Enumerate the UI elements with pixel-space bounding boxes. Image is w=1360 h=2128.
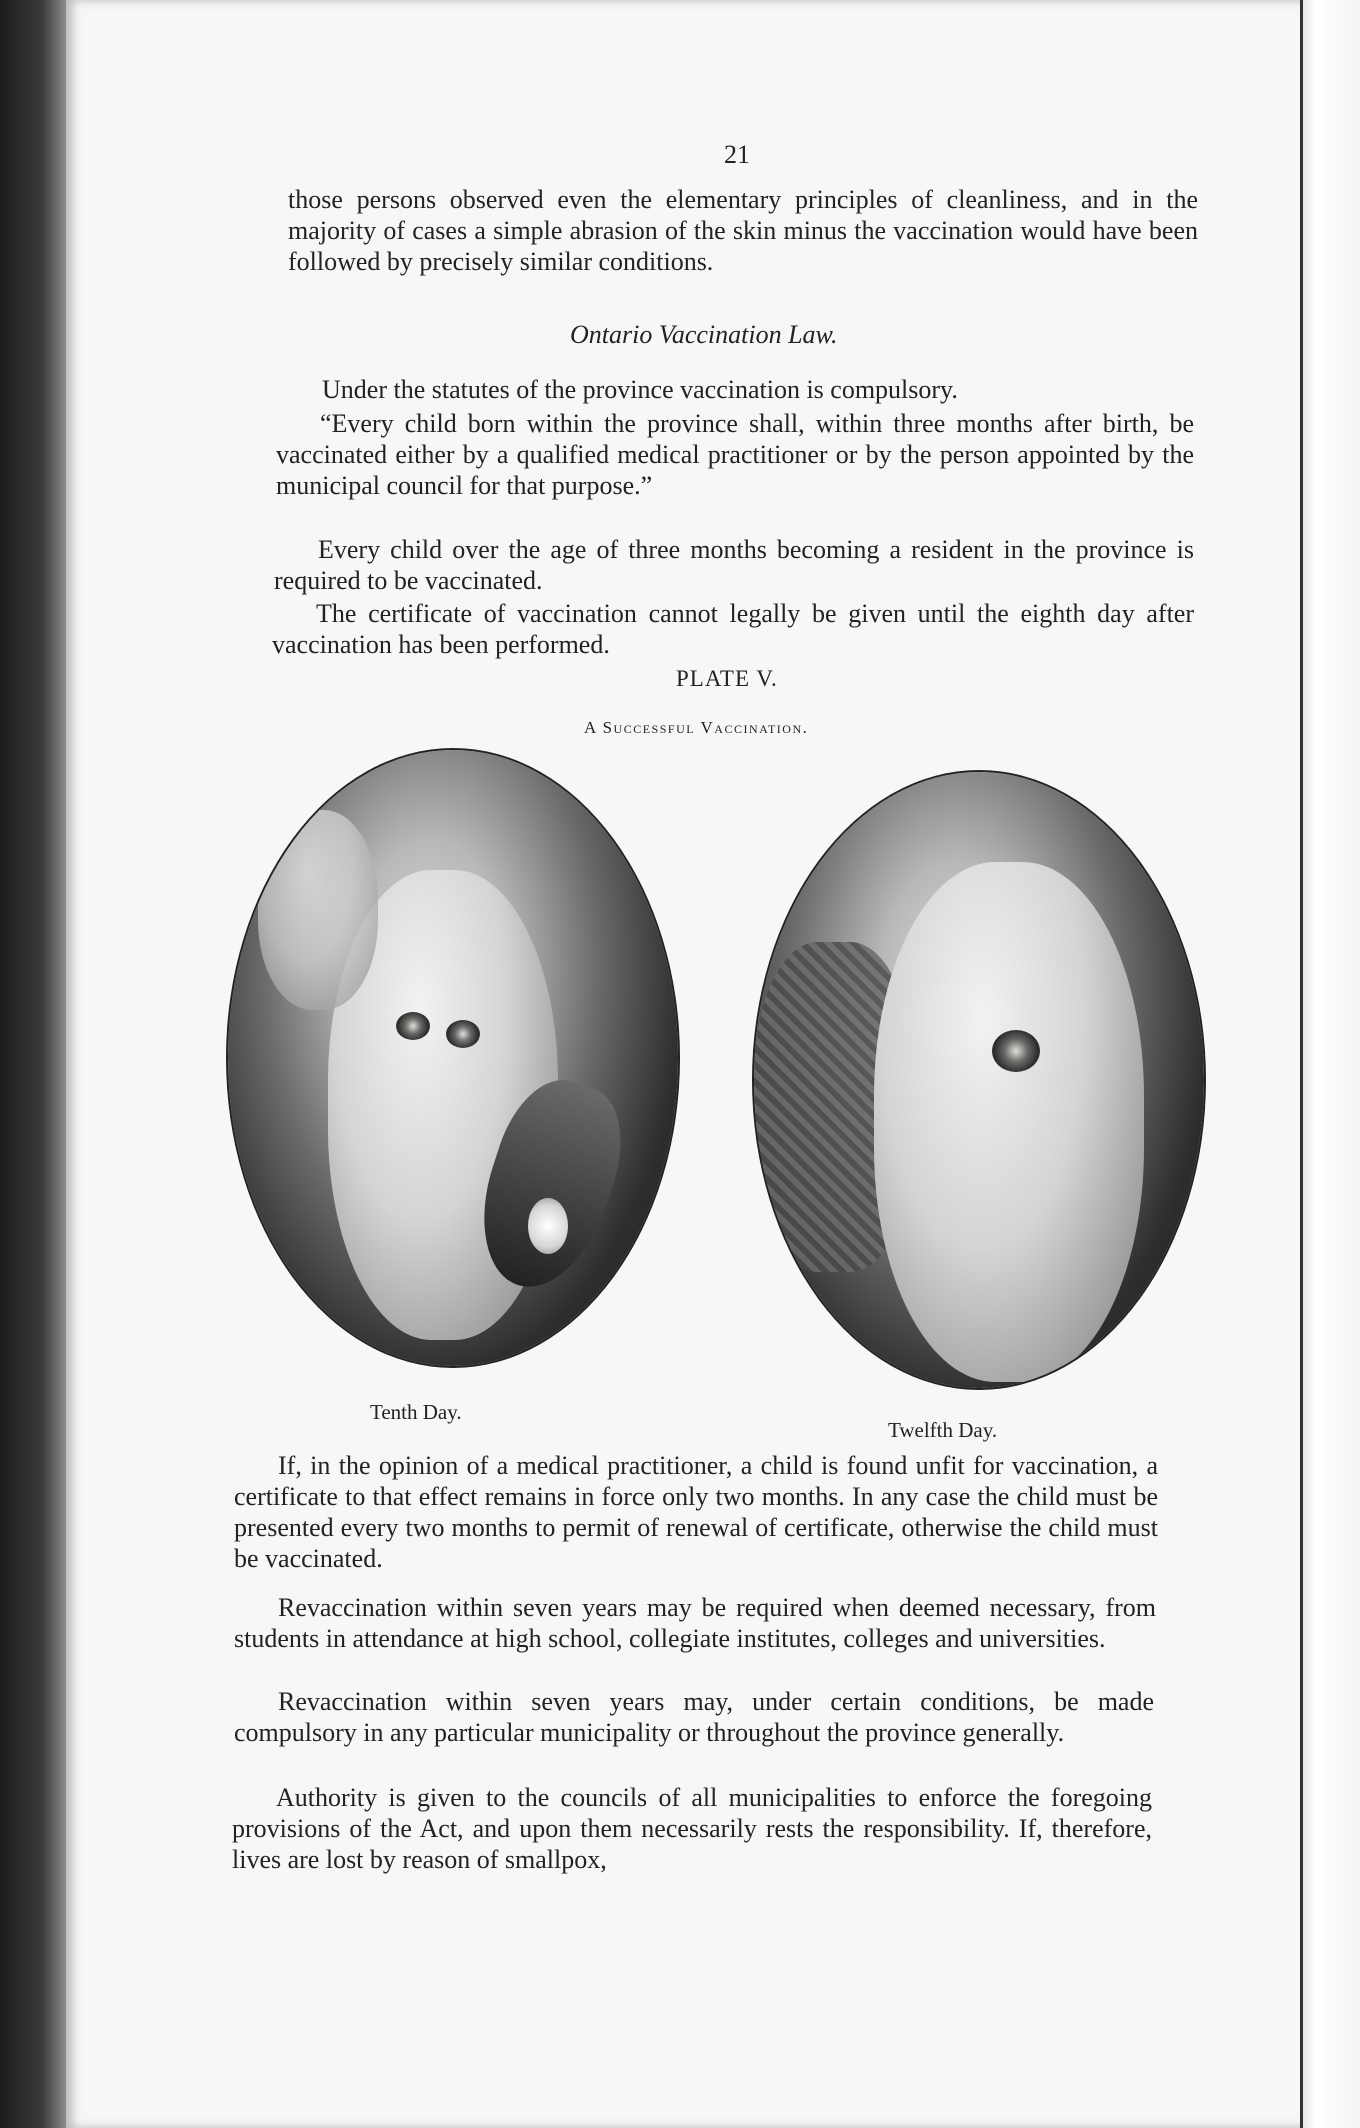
caption-tenth-day: Tenth Day. [370, 1400, 462, 1424]
section-heading: Ontario Vaccination Law. [570, 320, 838, 349]
vaccination-photo-tenth-day [228, 750, 678, 1366]
plate-subtitle: A Successful Vaccination. [584, 718, 809, 737]
bottom-paragraph-4: Authority is given to the councils of all municipalities to enforce the foregoing provisions of the Act, and upon them necessarily rests the responsibility. If, therefore, lives are lost by reason of smallpox, [232, 1783, 1152, 1874]
top-paragraph: those persons observed even the elementary principles of cleanliness, and in the majority of cases a simple abrasion of the skin minus the vaccination would have been followed by precisely similar conditions. [288, 185, 1198, 276]
law-paragraph-4: The certificate of vaccination cannot legally be given until the eighth day after vaccination has been performed. [272, 599, 1194, 659]
plate-title: PLATE V. [676, 666, 778, 691]
vaccination-photo-twelfth-day [754, 772, 1204, 1388]
law-paragraph-3: Every child over the age of three months becoming a resident in the province is required to be vaccinated. [274, 535, 1194, 595]
bottom-paragraph-3: Revaccination within seven years may, under certain conditions, be made compulsory in any particular municipality or throughout the province generally. [234, 1687, 1154, 1747]
law-paragraph-1: Under the statutes of the province vaccination is compulsory. [322, 375, 958, 404]
page-number: 21 [724, 140, 750, 169]
caption-twelfth-day: Twelfth Day. [888, 1418, 998, 1442]
bottom-paragraph-1: If, in the opinion of a medical practitioner, a child is found unfit for vaccination, a certificate to that effect remains in force only two months. In any case the child must be presented every two months to permit of renewal of certificate, otherwise the child must be vaccinated. [234, 1451, 1158, 1573]
adjacent-page-edge [1300, 0, 1360, 2128]
law-paragraph-2: “Every child born within the province shall, within three months after birth, be vaccinated either by a qualified medical practitioner or by the person appointed by the municipal council for that purpose.” [276, 409, 1194, 500]
bottom-paragraph-2: Revaccination within seven years may be required when deemed necessary, from students in attendance at high school, collegiate institutes, colleges and universities. [234, 1593, 1156, 1653]
scan-left-margin [0, 0, 70, 2128]
